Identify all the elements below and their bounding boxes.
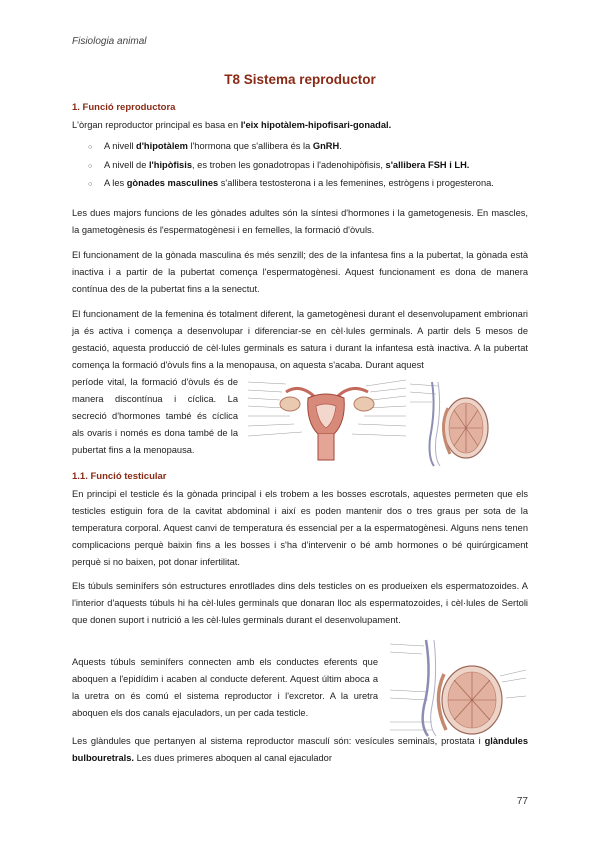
bullet-item: ○ A nivell d'hipotàlem l'hormona que s'allibera és la GnRH.: [88, 139, 528, 155]
paragraph-female-gonad: El funcionament de la femenina és totalment diferent, la gametogènesi durant el desenvolupament embrionari ja és activa i comença a desenvolupar i diferenciar-se en cèl·lules germinals. A partir dels 5 mesos de gestació, aquesta producció de cèl·lules germinals es satura i durant la infantesa està inactiva. A la pubertat comença la formació d'òvuls fins a la menopausa, on aquesta s'acaba. Durant aquest: [72, 309, 528, 370]
paragraph-testicle: En principi el testicle és la gònada principal i els trobem a les bosses escrotals, aquestes permeten que els testicles estiguin fora de la cavitat abdominal i així es poden mantenir dos o tres graus per sota de la temperatura corporal. Aquest canvi de temperatura és essencial per a la espermatogènesi. Alguns nens tenen complicacions perquè baixin fins a les bosses i s'ha d'intervenir o bé amb hormones o bé quirúrgicament perquè si no baixen, pot donar infertilitat.: [72, 489, 528, 567]
intro-paragraph: L'òrgan reproductor principal es basa en l'eix hipotàlem-hipofisari-gonadal.: [72, 120, 392, 130]
glands-bold: glàndules bulbouretrals.: [72, 736, 528, 763]
bullet-item: ○ A nivell de l'hipòfisis, es troben les gonadotropas i l'adenohipòfisis, s'allibera FSH i LH.: [88, 158, 528, 174]
bullet-item: ○ A les gònades masculines s'allibera testosterona i a les femenines, estrògens i progesterona.: [88, 176, 528, 192]
page-number: 77: [516, 796, 528, 807]
paragraph-gonad-functions: Les dues majors funcions de les gònades adultes són la síntesi d'hormones i la gametogenesis. En mascles, la gametogènesis és l'espermatogènesi i en femelles, la formació d'òvuls.: [72, 208, 528, 235]
paragraph-glands: Les glàndules que pertanyen al sistema reproductor masculí són: vesícules seminals, prostata i glàndules bulbouretrals. Les dues primeres aboquen al canal ejaculador: [72, 736, 528, 763]
testis-cross-section-figure: [408, 378, 498, 468]
bullet-circle-icon: ○: [88, 181, 93, 188]
bullet-circle-icon: ○: [88, 163, 93, 170]
intro-bold: l'eix hipotàlem-hipofisari-gonadal.: [240, 120, 392, 130]
paragraph-seminiferous-tubules: Els túbuls seminífers són estructures enrotllades dins dels testicles on es produeixen els espermatozoides. A l'interior d'aquests túbuls hi ha cèl·lules germinals que donaran lloc als espermatozoides, i cèl·lules de Sertoli que donen suport i nutrició a les cèl·lules germinals durant el desenvolupament.: [72, 581, 528, 625]
paragraph-efferent-ducts: Aquests túbuls seminífers connecten amb els conductes eferents que aboquen a l'epidídim i acaben al conducte deferent. Aquest últim aboca a la uretra on és comú el sistema reproductor i l'excretor. A la uretra aboquen els dos canals ejaculadors, un per cada testicle.: [72, 657, 378, 718]
bullet-circle-icon: ○: [88, 144, 93, 151]
paragraph-female-cycle: període vital, la formació d'òvuls és de manera discontínua i cíclica. La secreció d'hormones també és cíclica als ovaris i només es dona també de la pubertat fins a la menopausa.: [72, 377, 238, 455]
section-heading-1: 1. Funció reproductora: [72, 102, 176, 113]
section-heading-1-1: 1.1. Funció testicular: [72, 471, 167, 482]
page-title: T8 Sistema reproductor: [224, 72, 376, 87]
paragraph-male-gonad: El funcionament de la gònada masculina és més senzill; des de la infantesa fins a la pubertat, la gònada està inactiva i a partir de la pubertat comença l'espermatogènesi. Aquest funcionament es dona de manera contínua des de la pubertat fins a la senectut.: [72, 250, 528, 294]
running-header: Fisiologia animal: [72, 36, 147, 47]
female-reproductive-figure: [246, 374, 408, 464]
testis-anatomy-figure: [388, 636, 528, 738]
